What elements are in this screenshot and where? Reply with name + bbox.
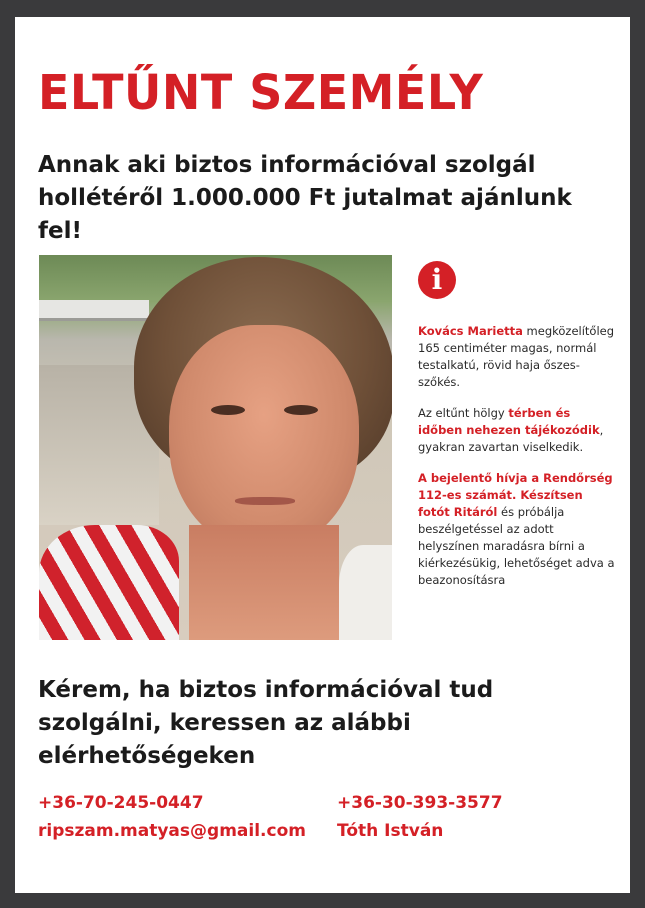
phone-number-2[interactable]: +36-30-393-3577 bbox=[337, 793, 503, 813]
email-address[interactable]: ripszam.matyas@gmail.com bbox=[38, 821, 306, 841]
description-paragraph-2: Az eltűnt hölgy térben és időben nehezen tájékozódik, gyakran zavartan viselkedik. bbox=[418, 406, 604, 454]
description-column bbox=[418, 323, 618, 603]
description-paragraph-3: A bejelentő hívja a Rendőrség 112-es számát. Készítsen fotót Ritáról és próbálja beszélgetéssel az adott helyszínen maradásra bírni a kiérkezésükig, lehetőséget adva a beazonosításra bbox=[418, 471, 615, 587]
info-icon: i bbox=[418, 261, 456, 299]
missing-person-photo bbox=[39, 255, 392, 640]
reward-text: Annak aki biztos információval szolgál hollétéről 1.000.000 Ft jutalmat ajánlunk fel! bbox=[38, 152, 572, 244]
phone-number-1[interactable]: +36-70-245-0447 bbox=[38, 793, 204, 813]
person-name: Kovács Marietta bbox=[418, 324, 523, 338]
description-paragraph-1: Kovács Marietta megközelítőleg 165 centiméter magas, normál testalkatú, rövid haja őszes-szőkés. bbox=[418, 324, 615, 389]
contact-heading: Kérem, ha biztos információval tud szolgálni, keressen az alábbi elérhetőségeken bbox=[38, 677, 494, 769]
contact-name: Tóth István bbox=[337, 821, 444, 841]
poster-title: ELTŰNT SZEMÉLY bbox=[38, 63, 484, 121]
missing-person-poster bbox=[15, 17, 630, 893]
